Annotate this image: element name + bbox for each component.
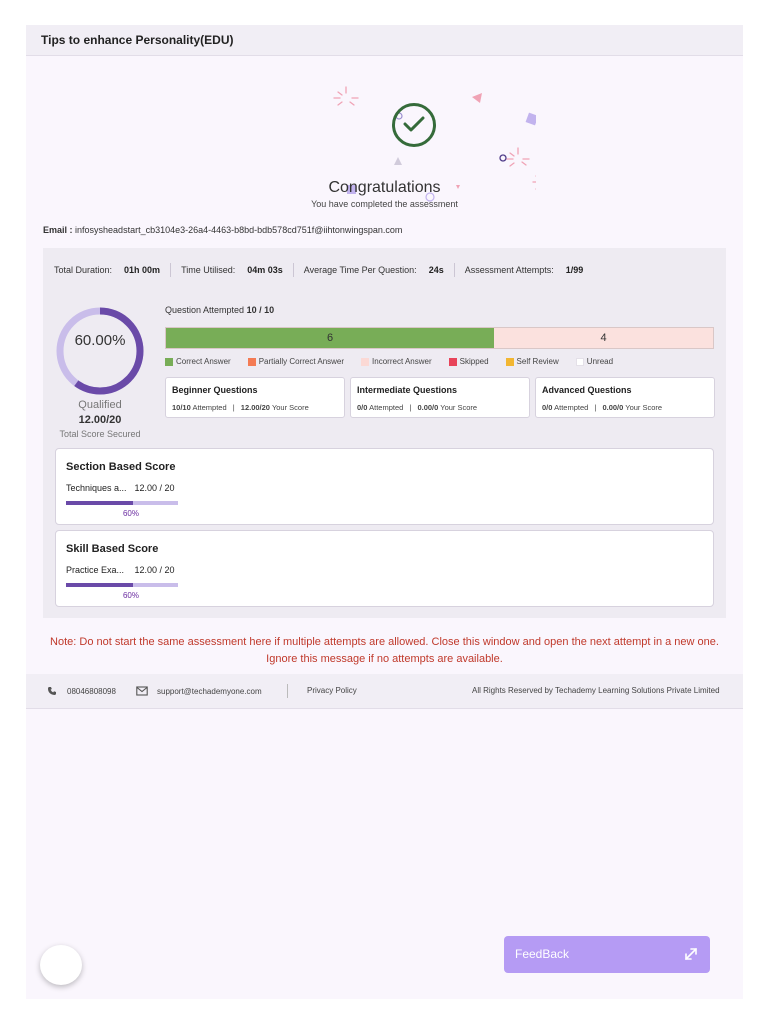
completion-message: You have completed the assessment: [311, 199, 458, 209]
score-label: Your Score: [440, 403, 478, 412]
feedback-button[interactable]: [504, 936, 710, 973]
legend-label: Unread: [586, 357, 614, 366]
divider: |: [232, 403, 235, 412]
legend-swatch: [361, 358, 369, 366]
attempt-warning-note: Note: Do not start the same assessment here if multiple attempts are allowed. Close this window and open the next attempt in a new one. Ignore this message if no attempts are available.: [50, 636, 719, 665]
intermediate-questions-card: [350, 377, 530, 418]
legend-item: [248, 357, 344, 366]
card-details: [357, 403, 477, 412]
legend-item: [165, 357, 231, 366]
divider: |: [409, 403, 412, 412]
footer-divider: [287, 684, 288, 698]
legend-swatch: [576, 358, 584, 366]
skill-progress-fill: [66, 583, 133, 587]
attempted-label: Attempted: [554, 403, 589, 412]
stat-value: 01h 00m: [124, 265, 161, 275]
attempted-value: 0/0: [542, 403, 553, 412]
legend-swatch: [449, 358, 457, 366]
total-score-caption: Total Score Secured: [59, 429, 141, 439]
floating-action-button[interactable]: [40, 945, 82, 985]
attempted-label: Attempted: [192, 403, 227, 412]
skill-percent: 60%: [122, 591, 139, 600]
stat-value: 24s: [428, 265, 444, 275]
qualification-status: Qualified: [78, 399, 122, 411]
expand-icon: [683, 946, 699, 962]
candidate-email: [43, 225, 402, 235]
card-details: [542, 403, 662, 412]
legend-item: [449, 357, 489, 366]
assessment-result-window: [26, 25, 743, 999]
section-percent: 60%: [122, 509, 139, 518]
confetti-sparkle-right: [504, 145, 534, 175]
stat-value: 1/99: [565, 265, 584, 275]
section-based-score-card: [55, 448, 714, 525]
stat-attempts: [455, 263, 594, 277]
mail-icon: [136, 686, 148, 696]
card-title: Beginner Questions: [172, 385, 258, 395]
score-value: 12.00/20: [240, 403, 270, 412]
legend-swatch: [165, 358, 173, 366]
skill-based-score-card: [55, 530, 714, 607]
stat-label: Assessment Attempts:: [464, 265, 554, 275]
advanced-questions-card: [535, 377, 715, 418]
score-label: Your Score: [625, 403, 663, 412]
skill-progress-track: [66, 583, 178, 587]
score-summary-panel: [43, 248, 726, 618]
email-value: infosysheadstart_cb3104e3-26a4-4463-b8bd-bdb578cd751f@iihtonwingspan.com: [75, 225, 403, 235]
card-title: Section Based Score: [66, 461, 176, 473]
legend-item: [506, 357, 559, 366]
legend-item: [576, 357, 613, 366]
attempted-value: 0/0: [357, 403, 368, 412]
title-bar: [26, 25, 743, 56]
footer-phone[interactable]: [47, 686, 116, 696]
skill-score-line: [66, 565, 175, 575]
section-score-line: [66, 483, 175, 493]
legend-item: [361, 357, 432, 366]
legend-label: Incorrect Answer: [372, 357, 432, 366]
stat-average-time: [294, 263, 455, 277]
success-check-icon: [392, 103, 436, 147]
beginner-questions-card: [165, 377, 345, 418]
page-title: Tips to enhance Personality(EDU): [41, 33, 234, 47]
attempted-value: 10/10: [172, 403, 191, 412]
section-name[interactable]: Techniques a...: [66, 483, 127, 493]
incorrect-answers-segment: 4: [494, 328, 713, 348]
stat-label: Total Duration:: [54, 265, 113, 275]
legend-label: Partially Correct Answer: [258, 357, 345, 366]
copyright-text: All Rights Reserved by Techademy Learning Solutions Private Limited: [472, 686, 720, 695]
legend-swatch: [506, 358, 514, 366]
score-value: 0.00/0: [417, 403, 439, 412]
card-title: Intermediate Questions: [357, 385, 458, 395]
stat-label: Average Time Per Question:: [303, 265, 417, 275]
footer: [26, 674, 743, 709]
congratulations-heading: Congratulations: [328, 179, 441, 196]
stat-time-utilised: [171, 263, 294, 277]
privacy-policy-link[interactable]: Privacy Policy: [307, 686, 357, 695]
questions-attempted-value: 10 / 10: [246, 305, 275, 315]
questions-attempted: [165, 305, 274, 315]
footer-email[interactable]: [136, 686, 262, 696]
email-label: Email :: [43, 225, 73, 235]
section-progress-fill: [66, 501, 133, 505]
stat-total-duration: [54, 263, 171, 277]
score-ring-chart: [53, 304, 147, 398]
correct-answers-segment: 6: [166, 328, 494, 348]
stat-label: Time Utilised:: [181, 265, 236, 275]
phone-icon: [47, 686, 57, 696]
card-details: [172, 403, 309, 412]
feedback-label: FeedBack: [515, 947, 570, 961]
score-label: Your Score: [271, 403, 309, 412]
support-email: support@techademyone.com: [157, 686, 262, 696]
questions-attempted-label: Question Attempted: [165, 305, 245, 315]
legend-label: Self Review: [516, 357, 559, 366]
score-value: 0.00/0: [602, 403, 624, 412]
answer-distribution-bar: [165, 327, 714, 349]
section-score-value: 12.00 / 20: [134, 483, 175, 493]
legend-label: Correct Answer: [176, 357, 231, 366]
section-progress-track: [66, 501, 178, 505]
stat-value: 04m 03s: [247, 265, 283, 275]
skill-score-value: 12.00 / 20: [134, 565, 175, 575]
stats-row: [54, 262, 593, 278]
answer-legend: [165, 357, 630, 366]
card-title: Skill Based Score: [66, 543, 159, 555]
attempted-label: Attempted: [369, 403, 404, 412]
legend-label: Skipped: [459, 357, 489, 366]
divider: |: [594, 403, 597, 412]
total-score-value: 12.00/20: [78, 414, 122, 426]
skill-name[interactable]: Practice Exa...: [66, 565, 125, 575]
score-percent: 60.00%: [74, 332, 126, 349]
legend-swatch: [248, 358, 256, 366]
phone-number: 08046808098: [67, 686, 116, 696]
card-title: Advanced Questions: [542, 385, 632, 395]
